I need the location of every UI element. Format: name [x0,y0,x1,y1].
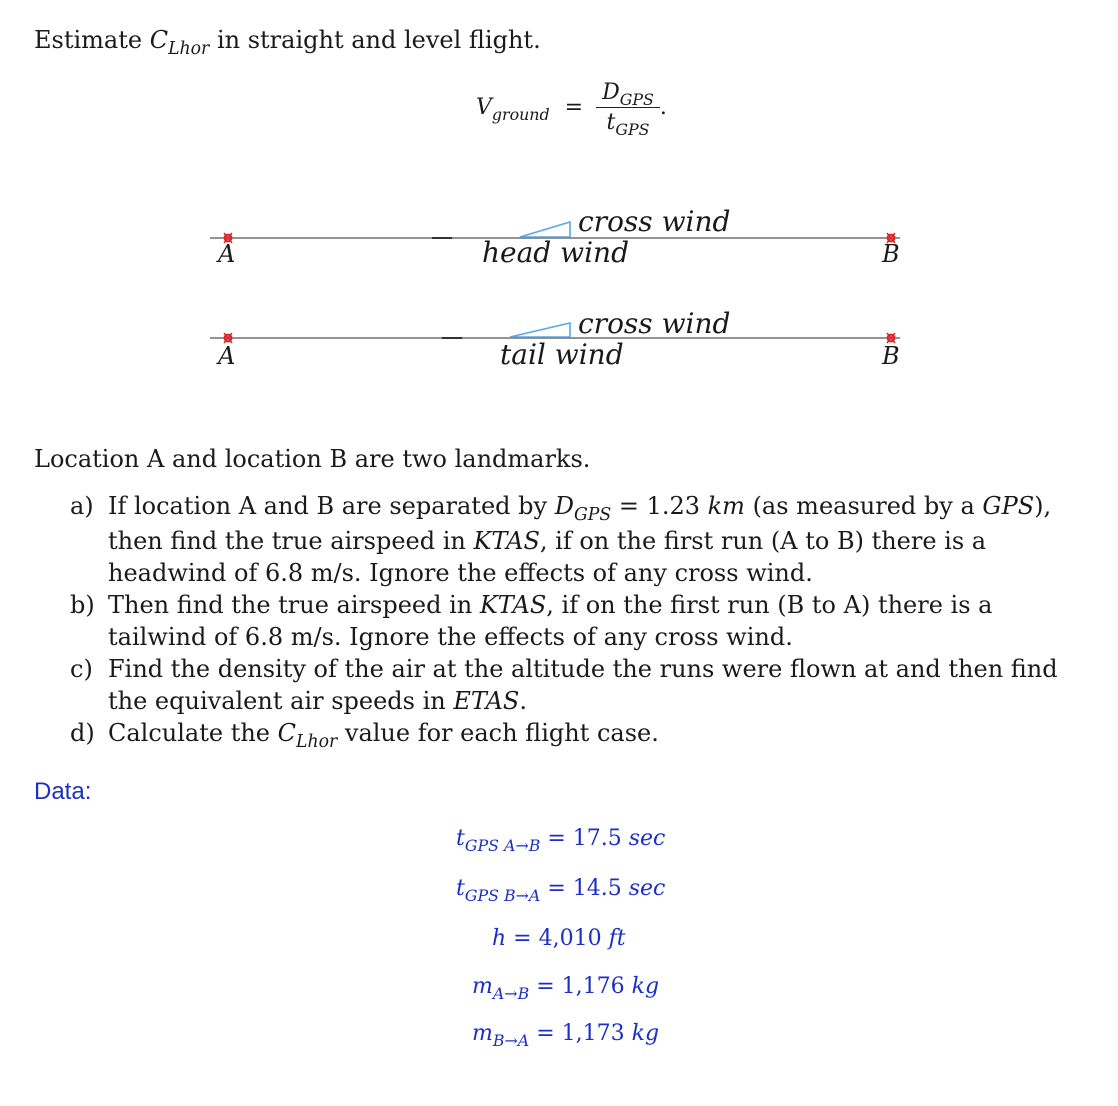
eq-numerator: $D_{GPS}$ [596,80,660,108]
problem-title [34,26,541,60]
ground-speed-equation [476,80,667,139]
title-coefficient: $C_{Lhor}$ [149,26,210,60]
run1-label-a: A [218,240,236,268]
title-prefix: Estimate [34,26,150,54]
question-c: c) Find the density of the air at the altitude the runs were flown at and then find the equivalent air speeds in ETAS. [70,655,1058,715]
data-altitude: h = 4,010 ft [492,926,626,951]
run1-cross-wind-label: cross wind [578,205,731,238]
question-list [70,490,1090,752]
data-mass-a-to-b: $m_{A\to B} = 1,176$ kg [472,974,660,1003]
title-suffix: in straight and level flight. [209,26,541,54]
eq-equals: = [564,95,584,120]
run2-tail-wind-label: tail wind [500,338,624,371]
question-b-marker: b) [70,591,95,619]
run1-wind-vector-icon [520,222,570,237]
question-b: b) Then find the true airspeed in KTAS, if on the first run (B to A) there is a tailwind of 6.8 m/s. Ignore the effects of any cross wind. [70,591,993,651]
question-d-marker: d) [70,719,95,747]
data-heading: Data: [34,778,92,805]
intro-text: Location A and location B are two landmarks. [34,445,591,473]
eq-fraction [596,80,660,139]
question-a: a) If location A and B are separated by $D_{GPS} = 1.23$ km (as measured by a GPS), then find the true airspeed in KTAS, if on the first run (A to B) there is a headwind of 6.8 m/s. Ignore the effects of any cross wind. [70,492,1052,587]
run2-label-a: A [218,342,236,370]
data-mass-b-to-a: $m_{B\to A} = 1,173$ kg [472,1021,660,1050]
eq-denominator: $t_{GPS}$ [606,110,650,139]
question-c-marker: c) [70,655,93,683]
run1-label-b: B [882,240,900,268]
eq-period: . [659,95,667,120]
run2-cross-wind-label: cross wind [578,307,731,340]
question-a-marker: a) [70,492,94,520]
run2-label-b: B [882,342,900,370]
run2-wind-vector-icon [510,323,570,337]
data-time-a-to-b: $t_{GPS A\to B} = 17.5$ sec [456,826,666,855]
data-time-b-to-a: $t_{GPS B\to A} = 14.5$ sec [456,876,666,905]
question-d: d) Calculate the $C_{Lhor}$ value for each flight case. [70,719,659,753]
eq-lhs: $V_{ground}$ [476,95,550,124]
run1-head-wind-label: head wind [482,236,629,269]
